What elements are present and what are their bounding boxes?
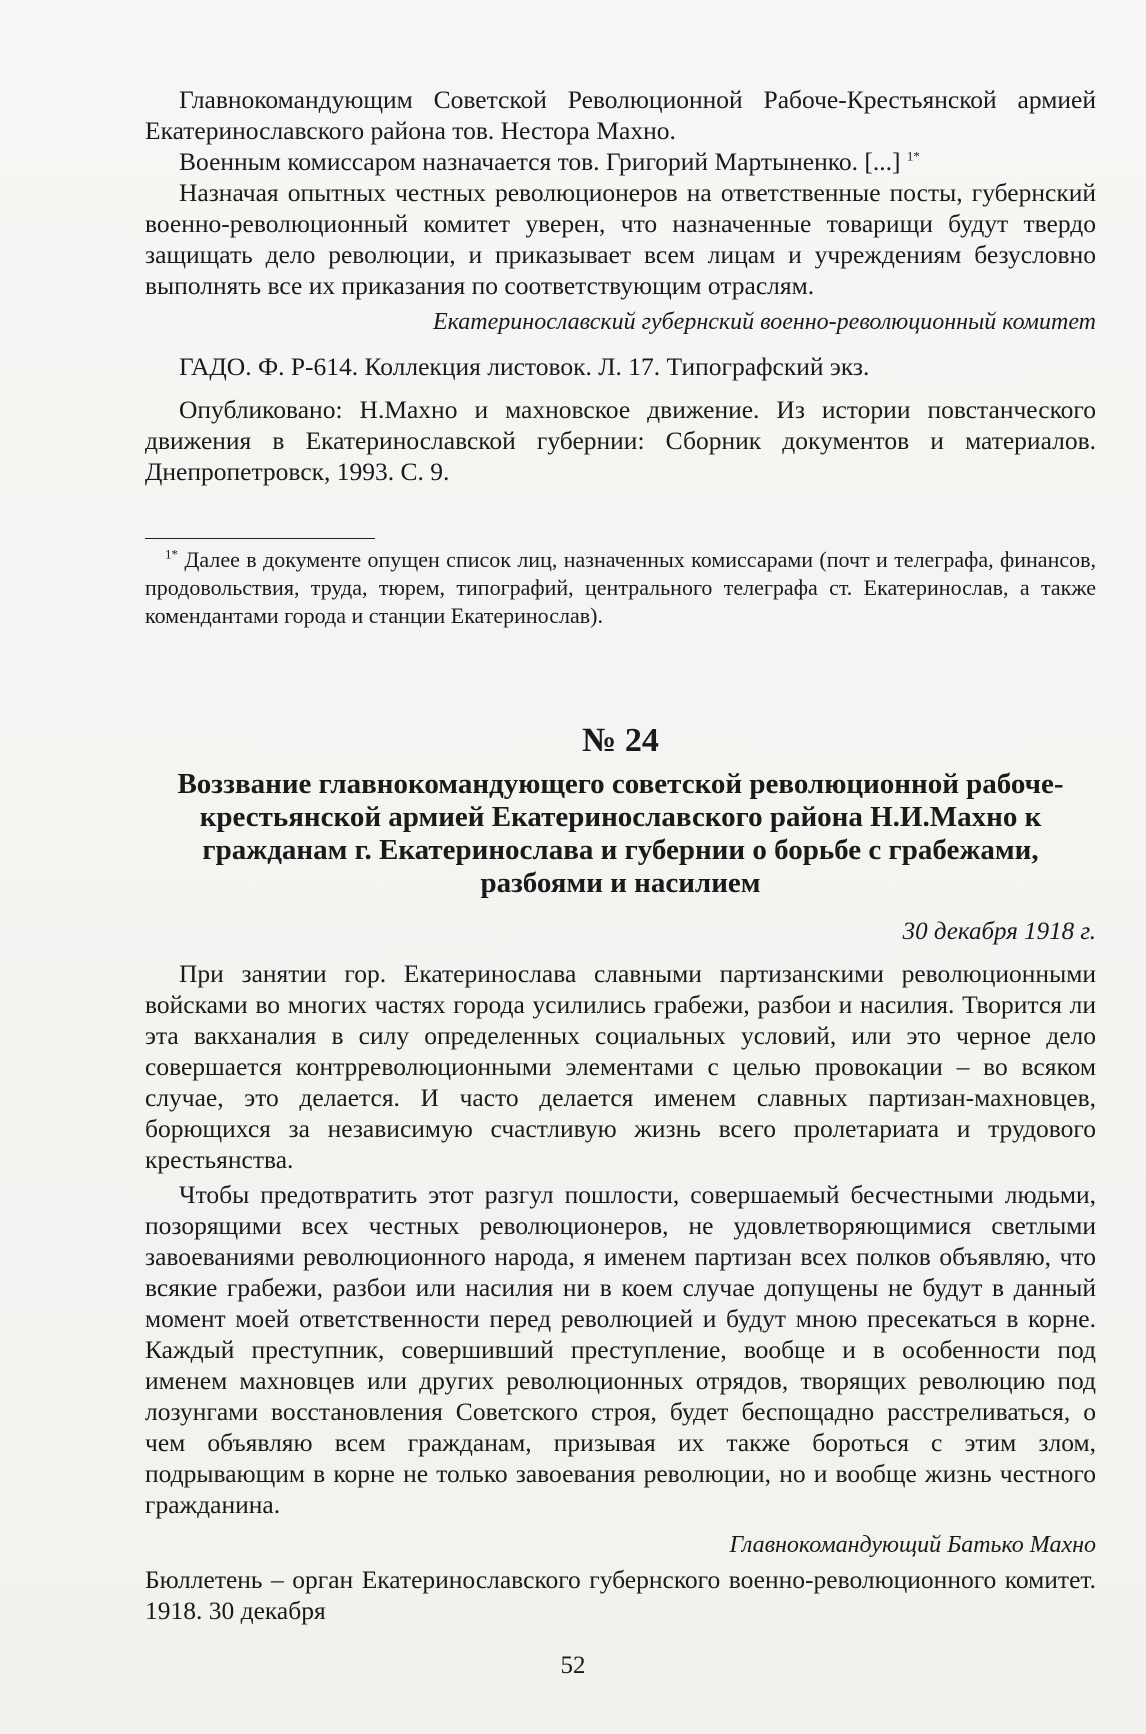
committee-paragraph: Назначая опытных честных революционеров на ответственные посты, губернский военно-революционный комитет уверен, что назначенные товарищи будут твердо защищать дело революции, и приказывает всем лицам и учреждениям безусловно выполнять все их приказания по соответствующим отраслям. [145,178,1096,300]
document-signature: Главнокомандующий Батько Махно [729,1532,1096,1558]
archive-reference: ГАДО. Ф. Р-614. Коллекция листовок. Л. 17. Типографский экз. [179,352,870,381]
footnote [145,546,1096,630]
body-paragraph-1: При занятии гор. Екатеринослава славными партизанскими революционными войсками во многих частях города усилились грабежи, разбои и насилия. Творится ли эта вакханалия в силу определенных социальных условий, или это черное дело совершается контрреволюционными элементами с целью провокации – во всяком случае, это делается. И часто делается именем славных партизан-махновцев, борющихся за независимую счастливую жизнь всего пролетариата и трудового крестьянства. [145,959,1096,1174]
footnote-number: 1* [165,546,178,562]
document-title: Воззвание главнокомандующего советской революционной рабоче-крестьянской армией Екатеринославского района Н.И.Махно к гражданам г. Екатеринослава и губернии о борьбе с грабежами, разбоями и насилием [177,768,1064,899]
footnote-rule [145,538,375,539]
appointment-line-1: Главнокомандующим Советской Революционной Рабоче-Крестьянской армией Екатеринославского района тов. Нестора Махно. [145,85,1096,145]
top-section [145,84,1096,487]
committee-signature: Екатеринославский губернский военно-революционный комитет [433,309,1096,335]
publication-reference: Опубликовано: Н.Махно и махновское движение. Из истории повстанческого движения в Екатеринославской губернии: Сборник документов и материалов. Днепропетровск, 1993. С. 9. [145,395,1096,486]
footnote-mark: 1* [906,148,920,164]
document-number: № 24 [582,722,659,759]
footnote-text: Далее в документе опущен список лиц, назначенных комиссарами (почт и телеграфа, финансов, продовольствия, труда, тюрем, типографий, центрального телеграфа ст. Екатеринослав, а также комендантами города и станции Екатеринослав). [145,547,1096,628]
document-source: Бюллетень – орган Екатеринославского губернского военно-революционного комитет. 1918. 30 декабря [145,1565,1096,1625]
document-body [145,958,1096,1626]
appointment-line-2: Военным комиссаром назначается тов. Григорий Мартыненко. [...] $^{1*}$ [179,147,920,176]
document-date: 30 декабря 1918 г. [902,918,1096,945]
body-paragraph-2: Чтобы предотвратить этот разгул пошлости, совершаемый бесчестными людьми, позорящими всех честных революционеров, не удовлетворяющимися светлыми завоеваниями революционного народа, я именем партизан всех полков объявляю, что всякие грабежи, разбои или насилия ни в коем случае допущены не будут в данный момент моей ответственности перед революцией и будут мною пресекаться в корне. Каждый преступник, совершивший преступление, вообще и в особенности под именем махновцев или других революционных отрядов, творящих революцию под лозунгами восстановления Советского строя, будет беспощадно расстреливаться, о чем объявляю всем гражданам, призывая их также бороться с этим злом, подрывающим в корне не только завоевания революции, но и вообще жизнь честного гражданина. [145,1180,1096,1519]
page-number: 52 [560,1652,586,1679]
